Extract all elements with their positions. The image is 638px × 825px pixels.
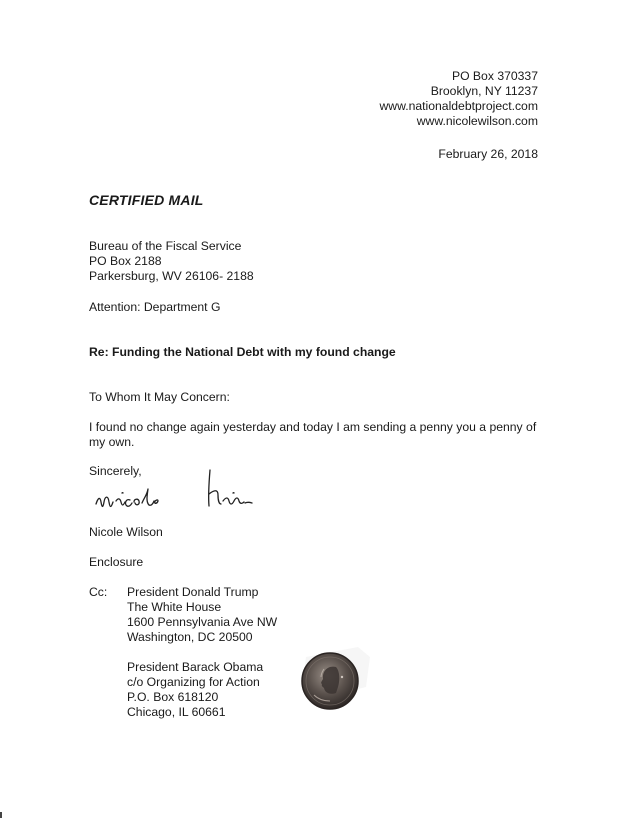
cc-recipient-line: The White House [127,600,222,614]
cc-recipient-line: c/o Organizing for Action [127,675,260,689]
closing: Sincerely, [89,464,142,478]
sender-website-link: www.nicolewilson.com [416,114,538,128]
cc-recipient-line: 1600 Pennsylvania Ave NW [127,615,278,629]
handwritten-signature [92,464,272,528]
sender-address-line: PO Box 370337 [451,69,538,83]
certified-mail-heading: CERTIFIED MAIL [89,192,204,208]
sender-website-link: www.nationaldebtproject.com [379,99,538,113]
subject-line: Re: Funding the National Debt with my found change [89,345,396,359]
attention-line: Attention: Department G [89,300,221,314]
signer-name: Nicole Wilson [89,525,163,539]
scan-artifact [0,812,2,818]
salutation: To Whom It May Concern: [89,390,230,404]
letter-body: I found no change again yesterday and today I am sending a penny you a penny of my own. [89,420,537,449]
cc-recipient [127,585,277,645]
cc-recipient-line: Washington, DC 20500 [127,630,253,644]
recipient-address-line: Parkersburg, WV 26106- 2188 [89,269,254,283]
cc-recipient-line: Chicago, IL 60661 [127,705,226,719]
recipient-address-line: PO Box 2188 [89,254,162,268]
sender-address [379,69,538,129]
sender-address-line: Brooklyn, NY 11237 [430,84,538,98]
cc-recipient-line: President Donald Trump [127,585,259,599]
enclosure-note: Enclosure [89,555,144,569]
penny-coin-image [298,647,370,715]
cc-recipient-line: President Barack Obama [127,660,264,674]
cc-recipient-line: P.O. Box 618120 [127,690,219,704]
cc-recipient [127,660,263,720]
cc-label: Cc: [89,585,108,599]
recipient-address-line: Bureau of the Fiscal Service [89,239,242,253]
recipient-address [89,239,254,284]
letter-date: February 26, 2018 [438,147,538,161]
